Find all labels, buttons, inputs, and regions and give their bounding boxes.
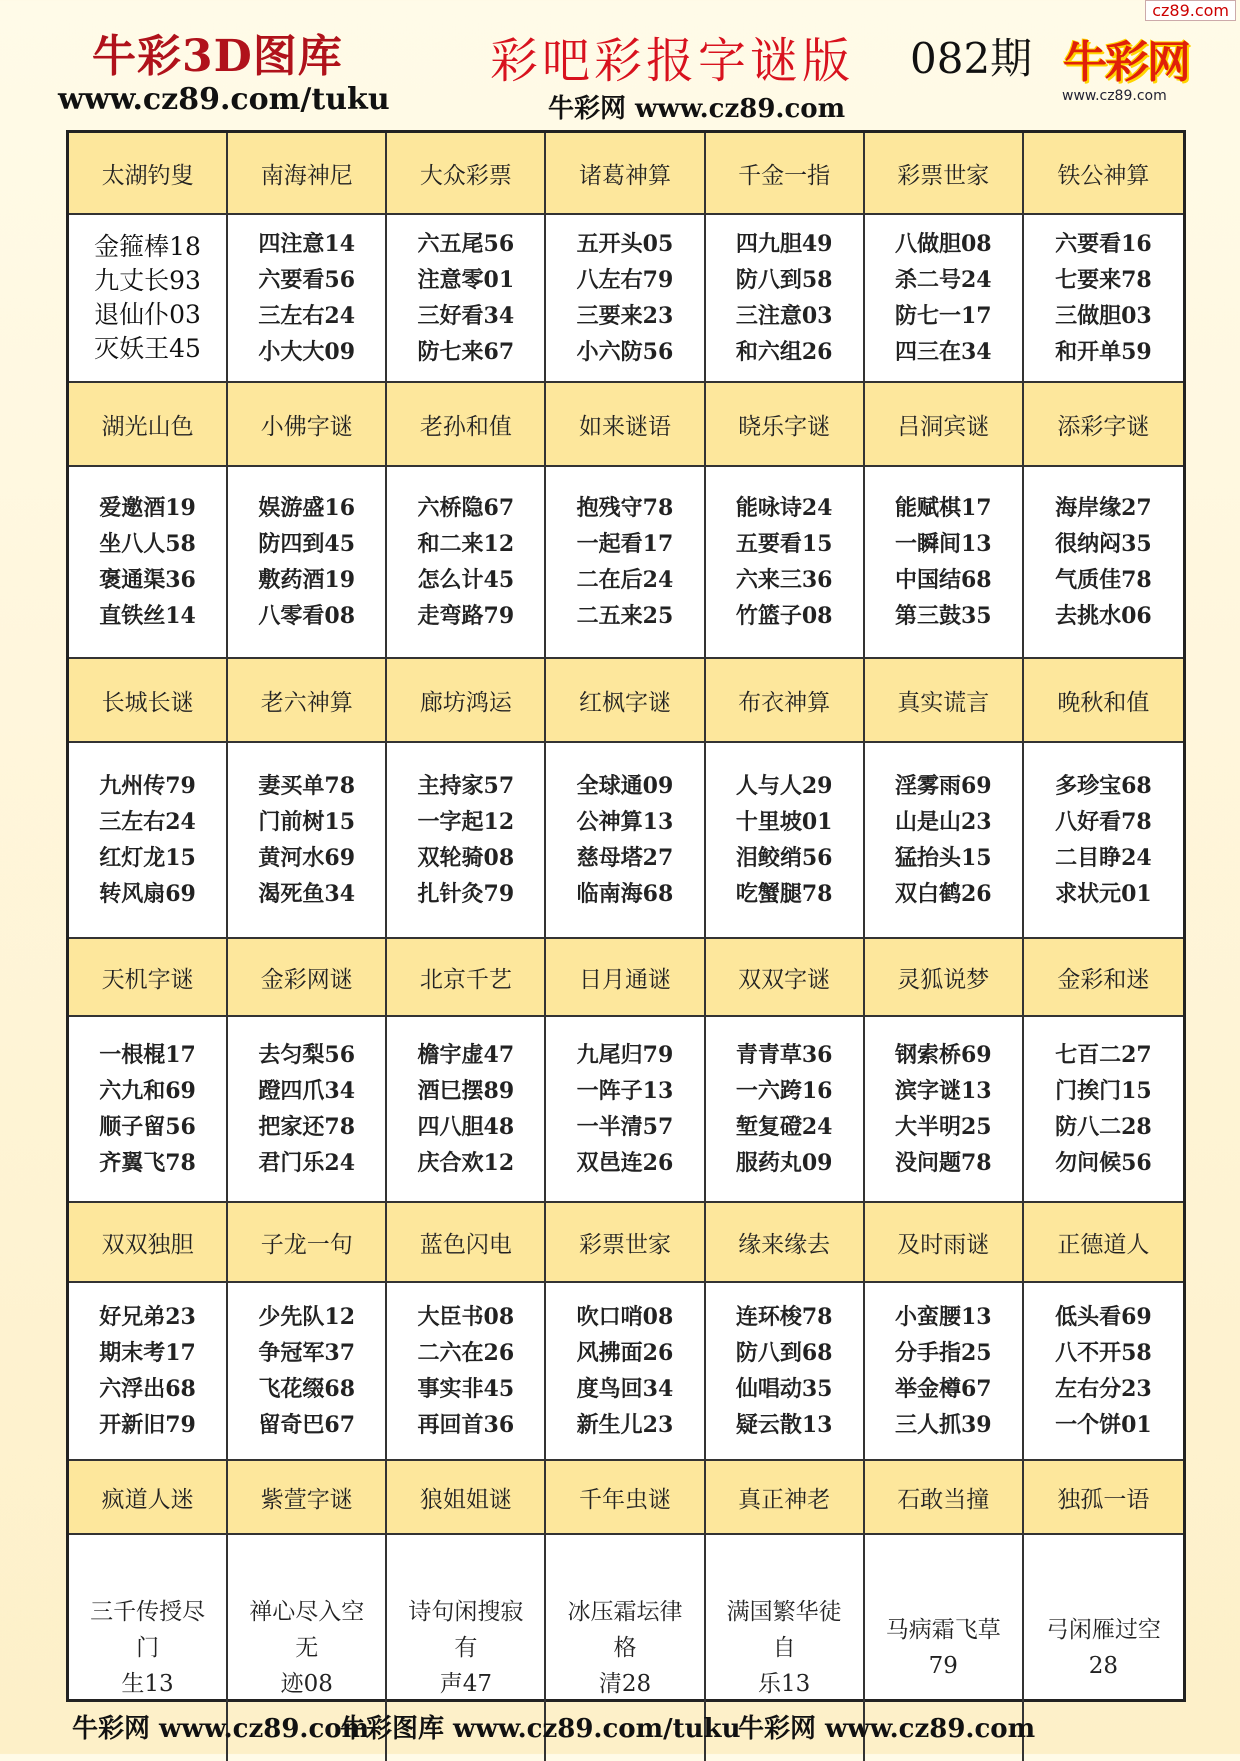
puzzle-line: 小蛮腰13 [894,1304,992,1330]
puzzle-line: 防七来67 [417,339,515,365]
puzzle-line: 气质佳78 [1055,567,1152,593]
puzzle-line: 双轮骑08 [417,845,515,871]
puzzle-line: 走弯路79 [417,603,515,629]
puzzle-line: 六浮出68 [99,1376,196,1402]
puzzle-cell [228,467,387,659]
puzzle-line: 第三鼓35 [894,603,992,629]
puzzle-line: 风拂面26 [576,1340,674,1366]
puzzle-line: 五要看15 [735,531,833,557]
column-header: 铁公神算 [1024,133,1183,215]
site-title: 牛彩3D图库 [92,31,343,82]
puzzle-line: 君门乐24 [258,1150,356,1176]
puzzle-cell [228,743,387,939]
puzzle-line: 诗句闲搜寂有 [408,1599,524,1661]
puzzle-line: 一瞬间13 [894,531,992,557]
puzzle-line: 人与人29 [735,773,833,799]
column-header: 太湖钓叟 [69,133,228,215]
puzzle-line: 清28 [598,1671,652,1697]
puzzle-cell [1024,1017,1183,1203]
issue-number: 082期 [910,34,1033,83]
puzzle-line: 转风扇69 [99,881,196,907]
puzzle-cell [1024,1535,1183,1761]
column-header: 千年虫谜 [546,1461,705,1535]
puzzle-cell [865,1283,1024,1461]
corner-url-tag: cz89.com [1145,0,1236,21]
puzzle-line: 三左右24 [258,303,356,329]
puzzle-line: 黄河水69 [258,845,356,871]
column-header: 廊坊鸿运 [387,659,546,743]
puzzle-line: 去挑水06 [1055,603,1152,629]
puzzle-cell [1024,467,1183,659]
puzzle-cell [865,743,1024,939]
puzzle-line: 临南海68 [576,881,674,907]
puzzle-line: 齐翼飞78 [99,1150,196,1176]
column-header: 金彩网谜 [228,939,387,1017]
column-header: 缘来缘去 [706,1203,865,1283]
puzzle-line: 连环梭78 [735,1304,833,1330]
site-url: www.cz89.com/tuku [58,82,390,117]
brand-logo [1052,26,1200,114]
puzzle-line: 怎么计45 [417,567,515,593]
puzzle-line: 一六跨16 [735,1078,833,1104]
puzzle-line: 褒通渠36 [99,567,196,593]
puzzle-line: 勿问候56 [1055,1150,1152,1176]
column-header: 石敢当撞 [865,1461,1024,1535]
puzzle-line: 竹篮子08 [735,603,833,629]
puzzle-cell [387,743,546,939]
puzzle-line: 去匀梨56 [258,1042,356,1068]
puzzle-line: 禅心尽入空无 [249,1599,365,1661]
column-header: 布衣神算 [706,659,865,743]
puzzle-cell [865,467,1024,659]
puzzle-line: 防八二28 [1055,1114,1152,1140]
puzzle-line: 九州传79 [99,773,196,799]
puzzle-line: 弓闲雁过空28 [1045,1617,1161,1679]
puzzle-line: 酒巳摆89 [417,1078,515,1104]
puzzle-line: 一半清57 [576,1114,674,1140]
puzzle-cell [69,215,228,383]
puzzle-line: 全球通09 [576,773,674,799]
puzzle-line: 五开头05 [576,231,674,257]
puzzle-line: 三千传授尽门 [90,1599,206,1661]
puzzle-line: 低头看69 [1055,1304,1152,1330]
puzzle-line: 抱残守78 [576,495,674,521]
puzzle-line: 中国结68 [894,567,992,593]
puzzle-cell [387,467,546,659]
puzzle-cell [865,1017,1024,1203]
puzzle-cell [228,1283,387,1461]
puzzle-line: 渴死鱼34 [258,881,356,907]
puzzle-line: 六要看56 [258,267,356,293]
puzzle-line: 门挨门15 [1055,1078,1152,1104]
puzzle-line: 迹08 [280,1671,333,1697]
puzzle-line: 期末考17 [99,1340,196,1366]
puzzle-cell [387,1283,546,1461]
column-header: 真实谎言 [865,659,1024,743]
puzzle-line: 求状元01 [1055,881,1152,907]
puzzle-line: 四九胆49 [735,231,833,257]
puzzle-line: 爱邀酒19 [99,495,196,521]
column-header: 彩票世家 [546,1203,705,1283]
puzzle-line: 生13 [121,1671,174,1697]
puzzle-line: 六九和69 [99,1078,196,1104]
puzzle-line: 顺子留56 [99,1114,196,1140]
puzzle-line: 和开单59 [1055,339,1152,365]
puzzle-line: 度鸟回34 [576,1376,674,1402]
puzzle-line: 二在后24 [576,567,674,593]
puzzle-line: 蹬四爪34 [258,1078,356,1104]
puzzle-line: 二六在26 [417,1340,515,1366]
column-header: 子龙一句 [228,1203,387,1283]
puzzle-line: 双邑连26 [576,1150,674,1176]
puzzle-line: 门前树15 [258,809,356,835]
column-header: 长城长谜 [69,659,228,743]
puzzle-cell [69,1017,228,1203]
puzzle-line: 四三在34 [894,339,992,365]
puzzle-line: 左右分23 [1055,1376,1152,1402]
puzzle-line: 海岸缘27 [1055,495,1152,521]
puzzle-cell [69,743,228,939]
puzzle-line: 留奇巴67 [258,1412,356,1438]
puzzle-line: 妻买单78 [258,773,356,799]
puzzle-line: 三做胆03 [1055,303,1152,329]
puzzle-cell [706,215,865,383]
column-header: 晚秋和值 [1024,659,1183,743]
puzzle-line: 庆合欢12 [417,1150,515,1176]
puzzle-line: 八不开58 [1055,1340,1152,1366]
puzzle-line: 八左右79 [576,267,674,293]
puzzle-line: 举金樽67 [894,1376,992,1402]
puzzle-line: 三要来23 [576,303,674,329]
column-header: 千金一指 [706,133,865,215]
puzzle-line: 二目睁24 [1055,845,1152,871]
column-header: 灵狐说梦 [865,939,1024,1017]
puzzle-line: 一根棍17 [99,1042,196,1068]
puzzle-cell [546,1017,705,1203]
puzzle-line: 声47 [439,1671,492,1697]
puzzle-cell [1024,1283,1183,1461]
puzzle-line: 服药丸09 [735,1150,833,1176]
puzzle-grid [69,133,1183,1699]
puzzle-line: 主持家57 [417,773,515,799]
puzzle-line: 小大大09 [258,339,356,365]
puzzle-line: 多珍宝68 [1055,773,1152,799]
column-header: 老孙和值 [387,383,546,467]
column-header: 晓乐字谜 [706,383,865,467]
column-header: 狼姐姐谜 [387,1461,546,1535]
puzzle-cell [706,1017,865,1203]
puzzle-line: 滨字谜13 [894,1078,992,1104]
column-header: 双双字谜 [706,939,865,1017]
puzzle-cell [69,1283,228,1461]
logo-url: www.cz89.com [1062,88,1167,104]
puzzle-line: 小六防56 [576,339,674,365]
footer-link-left[interactable]: 牛彩网 www.cz89.com [72,1714,370,1744]
puzzle-line: 三好看34 [417,303,515,329]
column-header: 南海神尼 [228,133,387,215]
column-header: 北京千艺 [387,939,546,1017]
puzzle-cell [546,743,705,939]
puzzle-line: 疑云散13 [735,1412,833,1438]
puzzle-line: 冰压霜坛律格 [567,1599,683,1661]
column-header: 紫萱字谜 [228,1461,387,1535]
puzzle-line: 一个饼01 [1055,1412,1152,1438]
puzzle-line: 新生儿23 [576,1412,674,1438]
column-header: 天机字谜 [69,939,228,1017]
puzzle-line: 六五尾56 [417,231,515,257]
puzzle-cell [546,467,705,659]
column-header: 添彩字谜 [1024,383,1183,467]
puzzle-line: 檐宇虚47 [417,1042,515,1068]
puzzle-line: 六要看16 [1055,231,1152,257]
puzzle-line: 坐八人58 [99,531,196,557]
puzzle-line: 七百二27 [1055,1042,1152,1068]
puzzle-line: 八做胆08 [894,231,992,257]
column-header: 疯道人迷 [69,1461,228,1535]
puzzle-line: 防八到58 [735,267,833,293]
puzzle-line: 退仙仆03 [94,300,201,329]
puzzle-line: 慈母塔27 [576,845,674,871]
column-header: 独孤一语 [1024,1461,1183,1535]
puzzle-line: 防八到68 [735,1340,833,1366]
column-header: 真正神老 [706,1461,865,1535]
puzzle-cell [706,1283,865,1461]
puzzle-line: 一起看17 [576,531,674,557]
puzzle-cell [387,215,546,383]
puzzle-line: 九尾归79 [576,1042,674,1068]
column-header: 老六神算 [228,659,387,743]
column-header: 蓝色闪电 [387,1203,546,1283]
puzzle-line: 和六组26 [735,339,833,365]
puzzle-line: 把家还78 [258,1114,356,1140]
column-header: 双双独胆 [69,1203,228,1283]
puzzle-cell [387,1017,546,1203]
puzzle-line: 大半明25 [894,1114,992,1140]
column-header: 湖光山色 [69,383,228,467]
puzzle-line: 六桥隐67 [417,495,515,521]
column-header: 大众彩票 [387,133,546,215]
puzzle-line: 好兄弟23 [99,1304,196,1330]
logo-text: 牛彩网 [1063,37,1189,88]
puzzle-line: 敷药酒19 [258,567,356,593]
puzzle-line: 争冠军37 [258,1340,356,1366]
puzzle-cell [69,467,228,659]
footer-link-right[interactable]: 牛彩网 www.cz89.com [738,1714,1036,1744]
puzzle-line: 四八胆48 [417,1114,515,1140]
puzzle-line: 大臣书08 [417,1304,515,1330]
puzzle-line: 很纳闷35 [1055,531,1152,557]
puzzle-line: 九丈长93 [94,266,201,295]
puzzle-line: 淫雾雨69 [894,773,992,799]
puzzle-line: 防四到45 [258,531,356,557]
puzzle-line: 防七一17 [894,303,992,329]
puzzle-line: 能赋棋17 [894,495,992,521]
puzzle-line: 七要来78 [1055,267,1152,293]
puzzle-line: 泪鲛绡56 [735,845,833,871]
puzzle-cell [1024,743,1183,939]
column-header: 及时雨谜 [865,1203,1024,1283]
puzzle-cell [546,1283,705,1461]
puzzle-line: 吹口哨08 [576,1304,674,1330]
puzzle-line: 少先队12 [258,1304,356,1330]
puzzle-line: 飞花缀68 [258,1376,356,1402]
puzzle-line: 扎针灸79 [417,881,515,907]
puzzle-cell [228,1017,387,1203]
puzzle-line: 能咏诗24 [735,495,833,521]
puzzle-line: 公神算13 [576,809,674,835]
puzzle-line: 注意零01 [417,267,515,293]
puzzle-line: 娱游盛16 [258,495,356,521]
puzzle-line: 灭妖王45 [94,334,201,363]
puzzle-table [66,130,1186,1702]
column-header: 如来谜语 [546,383,705,467]
puzzle-cell [228,215,387,383]
puzzle-line: 和二来12 [417,531,515,557]
puzzle-line: 一字起12 [417,809,515,835]
puzzle-line: 马病霜飞草79 [885,1617,1001,1679]
column-header: 彩票世家 [865,133,1024,215]
center-url: 牛彩网 www.cz89.com [548,94,846,124]
footer-link-middle[interactable]: 牛彩图库 www.cz89.com/tuku [340,1714,741,1744]
puzzle-line: 八零看08 [258,603,356,629]
puzzle-line: 乐13 [757,1671,811,1697]
puzzle-line: 红灯龙15 [99,845,196,871]
puzzle-line: 三人抓39 [894,1412,992,1438]
puzzle-line: 四注意14 [258,231,356,257]
puzzle-line: 钢索桥69 [894,1042,992,1068]
puzzle-cell [546,215,705,383]
puzzle-line: 青青草36 [735,1042,833,1068]
puzzle-line: 猛抬头15 [894,845,992,871]
column-header: 吕洞宾谜 [865,383,1024,467]
column-header: 红枫字谜 [546,659,705,743]
puzzle-cell [706,467,865,659]
column-header: 日月通谜 [546,939,705,1017]
puzzle-line: 八好看78 [1055,809,1152,835]
puzzle-line: 三左右24 [99,809,196,835]
puzzle-line: 山是山23 [894,809,992,835]
puzzle-line: 六来三36 [735,567,833,593]
puzzle-line: 再回首36 [417,1412,515,1438]
puzzle-line: 三注意03 [735,303,833,329]
puzzle-line: 十里坡01 [735,809,833,835]
puzzle-line: 金箍棒18 [94,232,201,261]
puzzle-line: 吃蟹腿78 [735,881,833,907]
puzzle-line: 满国繁华徒自 [726,1599,842,1661]
puzzle-line: 二五来25 [576,603,674,629]
puzzle-line: 堑复磴24 [735,1114,833,1140]
column-header: 金彩和迷 [1024,939,1183,1017]
puzzle-cell [865,215,1024,383]
puzzle-line: 没问题78 [894,1150,992,1176]
column-header: 正德道人 [1024,1203,1183,1283]
puzzle-line: 双白鹤26 [894,881,992,907]
puzzle-line: 一阵子13 [576,1078,674,1104]
puzzle-cell [1024,215,1183,383]
puzzle-line: 直铁丝14 [99,603,196,629]
column-header: 诸葛神算 [546,133,705,215]
puzzle-line: 开新旧79 [99,1412,196,1438]
puzzle-line: 仙唱动35 [735,1376,833,1402]
column-header: 小佛字谜 [228,383,387,467]
puzzle-line: 杀二号24 [894,267,992,293]
page-title: 彩吧彩报字谜版 [490,33,855,89]
puzzle-line: 事实非45 [417,1376,515,1402]
puzzle-line: 分手指25 [894,1340,992,1366]
puzzle-cell [706,743,865,939]
